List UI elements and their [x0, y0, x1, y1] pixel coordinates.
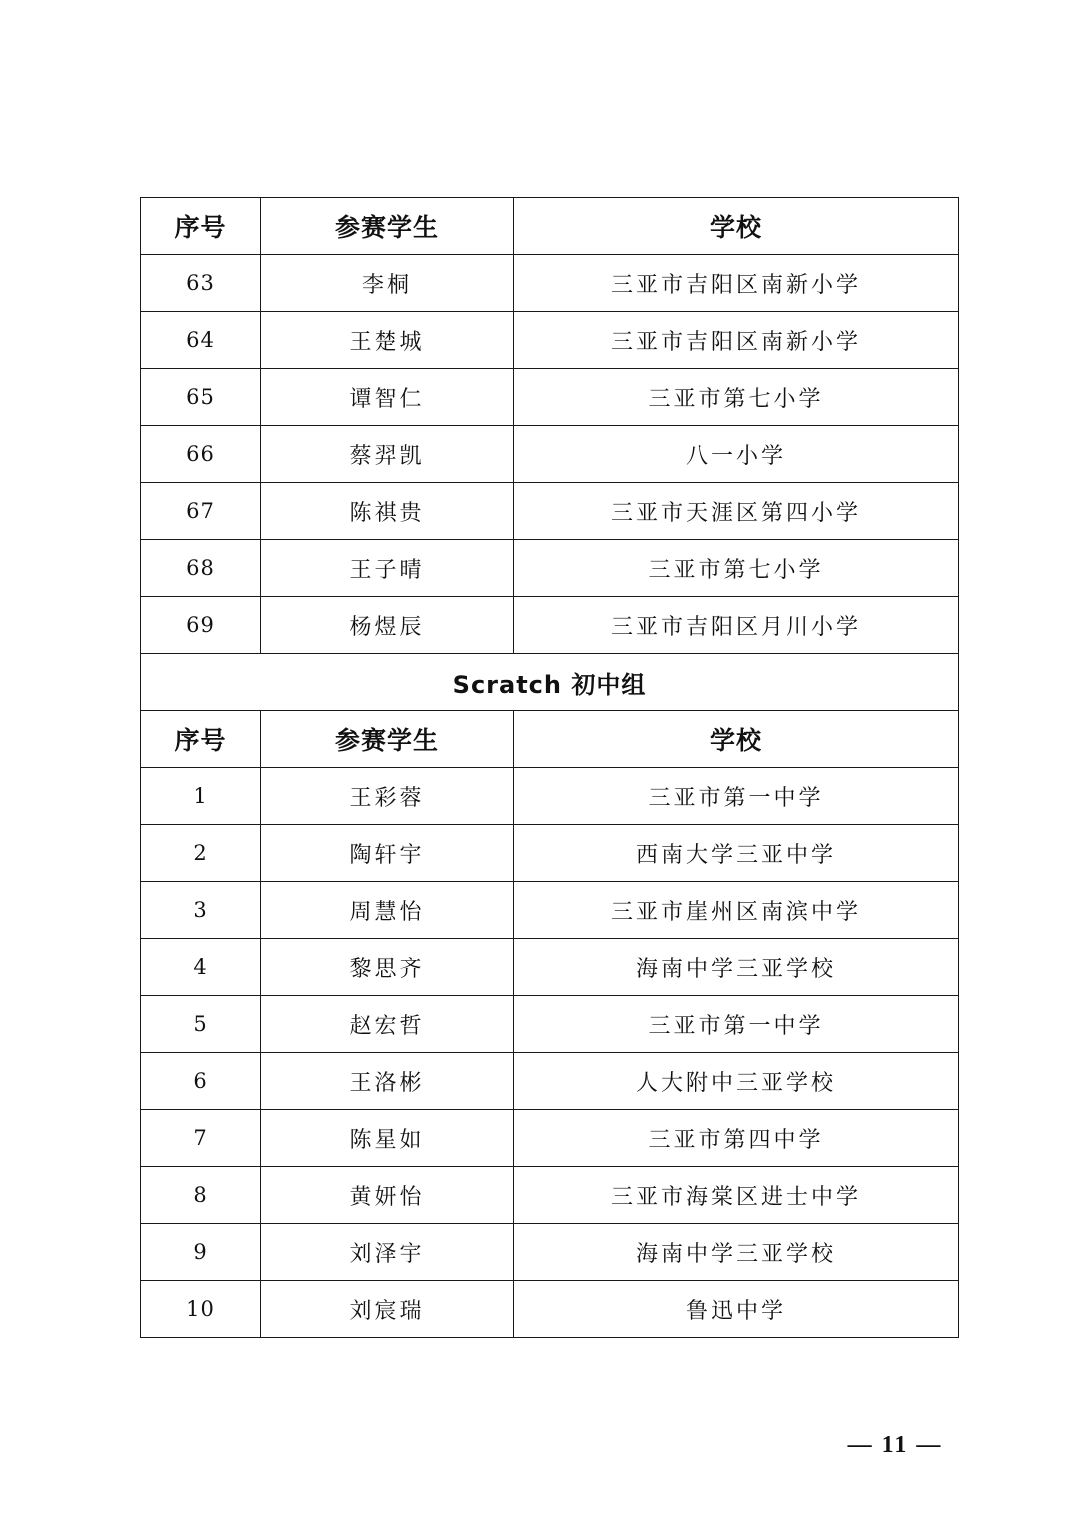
row-student: 刘泽宇	[261, 1224, 514, 1281]
row-student: 杨煜辰	[261, 597, 514, 654]
table-row	[141, 1167, 959, 1224]
table-row	[141, 1110, 959, 1167]
row-no: 67	[141, 483, 261, 540]
table-row	[141, 255, 959, 312]
header-student: 参赛学生	[261, 198, 514, 255]
row-no: 68	[141, 540, 261, 597]
row-student: 王彩蓉	[261, 768, 514, 825]
row-school: 三亚市崖州区南滨中学	[514, 882, 959, 939]
row-no: 4	[141, 939, 261, 996]
row-school: 鲁迅中学	[514, 1281, 959, 1338]
row-student: 赵宏哲	[261, 996, 514, 1053]
row-school: 三亚市吉阳区南新小学	[514, 255, 959, 312]
row-no: 64	[141, 312, 261, 369]
table-row	[141, 1053, 959, 1110]
row-student: 王楚城	[261, 312, 514, 369]
row-no: 3	[141, 882, 261, 939]
table-row	[141, 996, 959, 1053]
row-no: 65	[141, 369, 261, 426]
group-title-row	[141, 654, 959, 711]
header-school: 学校	[514, 198, 959, 255]
table-header-row	[141, 711, 959, 768]
row-no: 5	[141, 996, 261, 1053]
row-school: 人大附中三亚学校	[514, 1053, 959, 1110]
row-school: 三亚市第七小学	[514, 540, 959, 597]
row-no: 7	[141, 1110, 261, 1167]
row-school: 三亚市吉阳区南新小学	[514, 312, 959, 369]
header-school: 学校	[514, 711, 959, 768]
row-school: 海南中学三亚学校	[514, 939, 959, 996]
header-student: 参赛学生	[261, 711, 514, 768]
row-school: 三亚市吉阳区月川小学	[514, 597, 959, 654]
header-no: 序号	[141, 198, 261, 255]
results-table	[140, 197, 959, 1338]
row-student: 周慧怡	[261, 882, 514, 939]
row-no: 66	[141, 426, 261, 483]
row-student: 陶轩宇	[261, 825, 514, 882]
row-school: 三亚市天涯区第四小学	[514, 483, 959, 540]
row-student: 黄妍怡	[261, 1167, 514, 1224]
row-school: 三亚市第七小学	[514, 369, 959, 426]
group-title: Scratch 初中组	[141, 654, 959, 711]
row-school: 三亚市第四中学	[514, 1110, 959, 1167]
table-row	[141, 483, 959, 540]
row-no: 69	[141, 597, 261, 654]
row-no: 6	[141, 1053, 261, 1110]
row-school: 三亚市第一中学	[514, 996, 959, 1053]
row-no: 1	[141, 768, 261, 825]
row-no: 8	[141, 1167, 261, 1224]
row-student: 黎思齐	[261, 939, 514, 996]
page-number: — 11 —	[847, 1432, 943, 1458]
table-row	[141, 882, 959, 939]
row-student: 蔡羿凯	[261, 426, 514, 483]
table-row	[141, 768, 959, 825]
row-no: 10	[141, 1281, 261, 1338]
table-row	[141, 369, 959, 426]
table-row	[141, 825, 959, 882]
row-student: 谭智仁	[261, 369, 514, 426]
row-school: 八一小学	[514, 426, 959, 483]
row-student: 王洛彬	[261, 1053, 514, 1110]
table-header-row	[141, 198, 959, 255]
row-student: 陈星如	[261, 1110, 514, 1167]
row-student: 陈祺贵	[261, 483, 514, 540]
row-school: 三亚市第一中学	[514, 768, 959, 825]
table-row	[141, 597, 959, 654]
table-row	[141, 1281, 959, 1338]
table-row	[141, 1224, 959, 1281]
row-no: 9	[141, 1224, 261, 1281]
table-row	[141, 540, 959, 597]
row-student: 王子晴	[261, 540, 514, 597]
table-row	[141, 312, 959, 369]
row-school: 西南大学三亚中学	[514, 825, 959, 882]
row-school: 海南中学三亚学校	[514, 1224, 959, 1281]
row-student: 刘宸瑞	[261, 1281, 514, 1338]
row-no: 63	[141, 255, 261, 312]
row-no: 2	[141, 825, 261, 882]
table-row	[141, 939, 959, 996]
row-student: 李桐	[261, 255, 514, 312]
table-row	[141, 426, 959, 483]
row-school: 三亚市海棠区进士中学	[514, 1167, 959, 1224]
header-no: 序号	[141, 711, 261, 768]
